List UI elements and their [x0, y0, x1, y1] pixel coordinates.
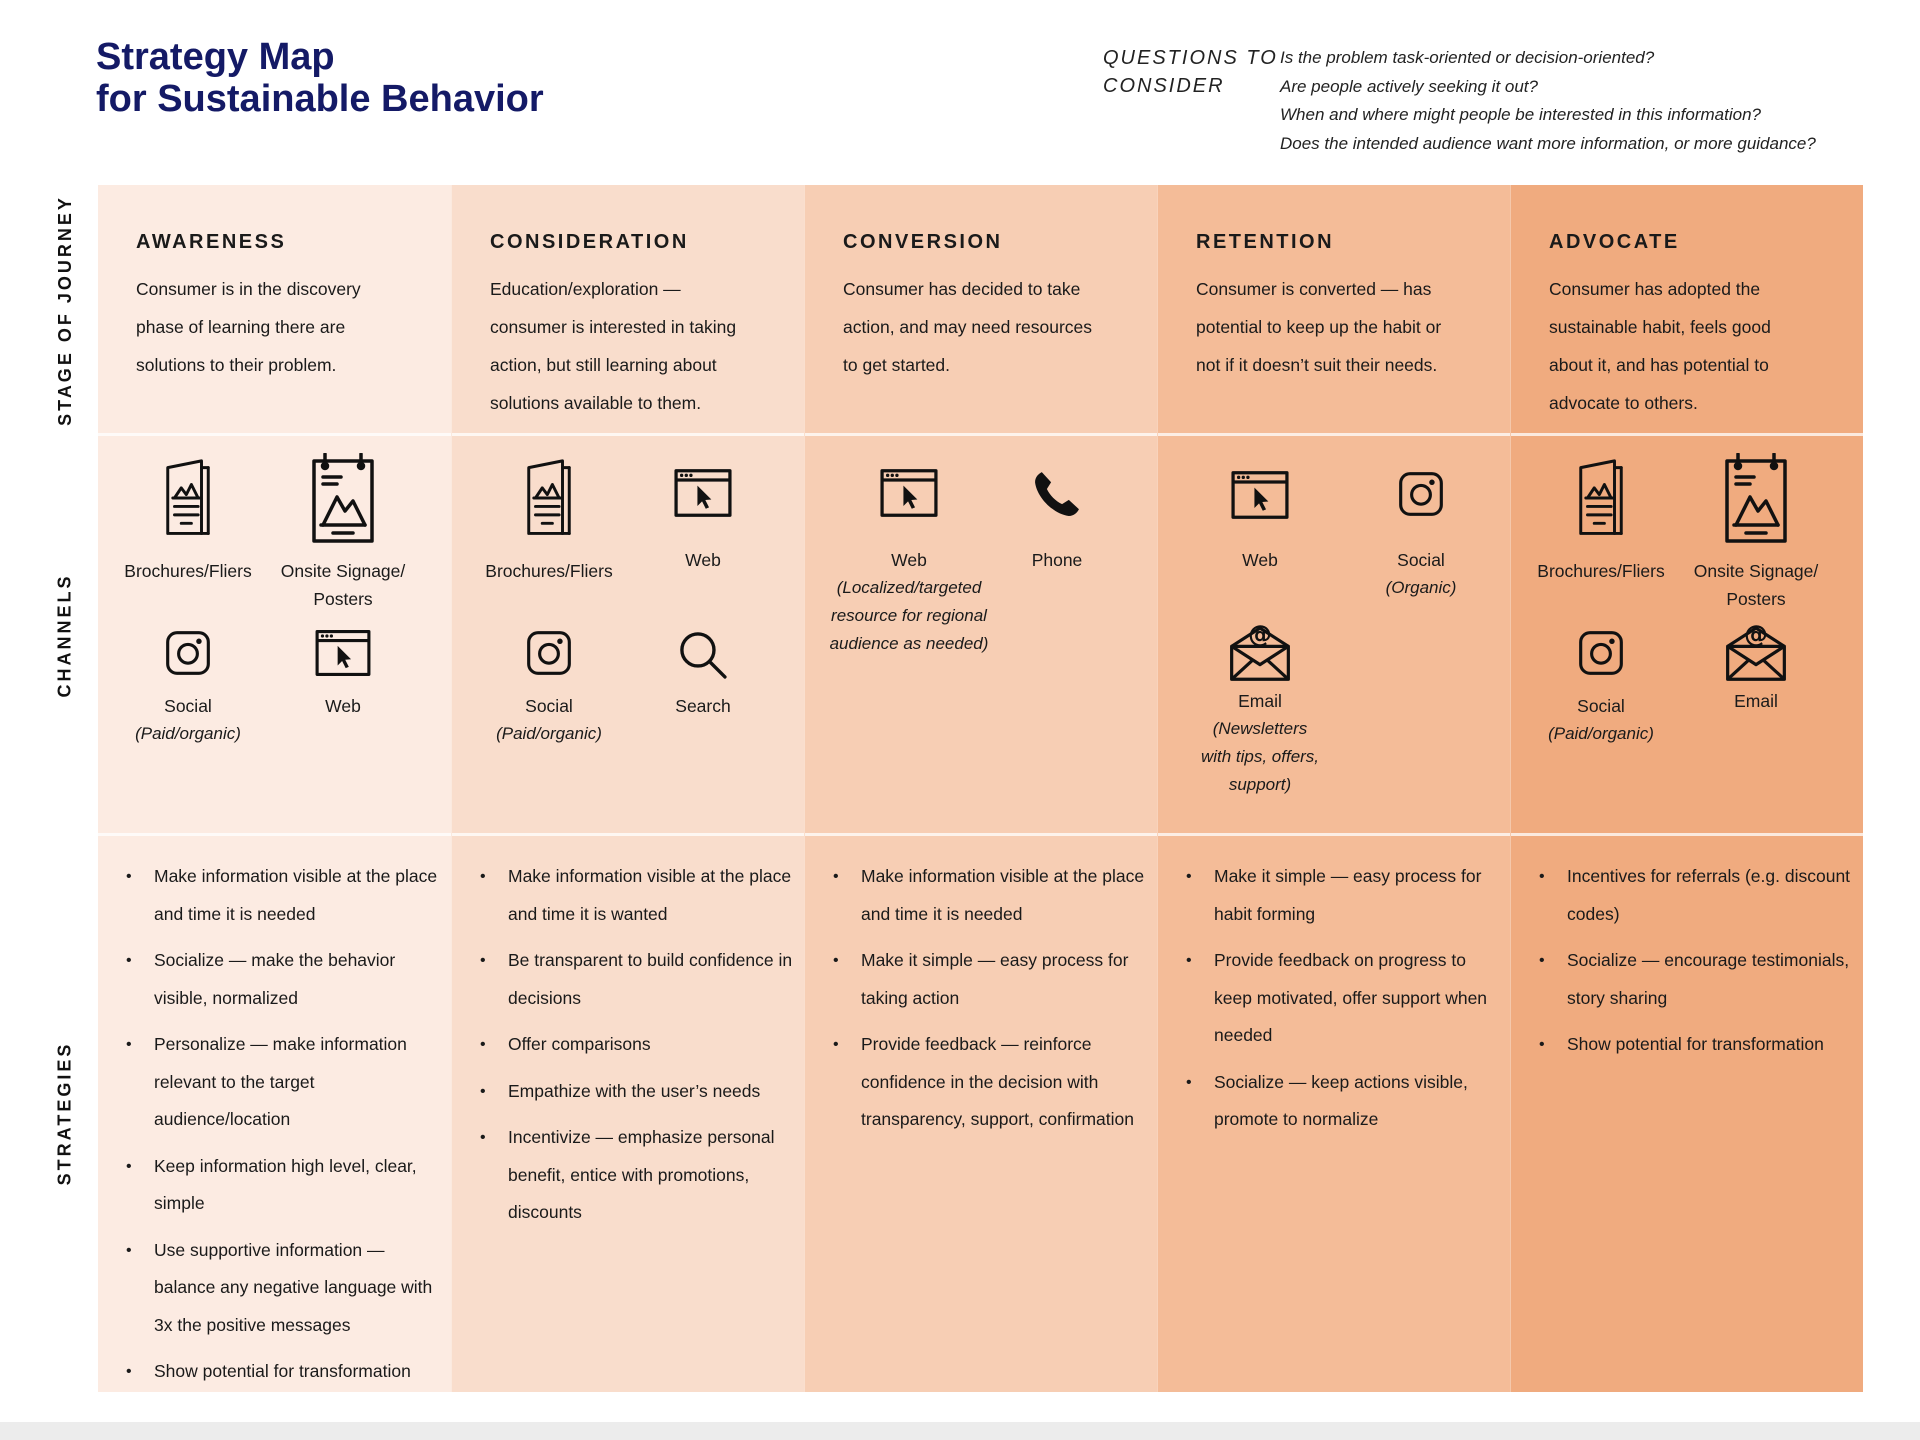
stage-awareness	[136, 231, 436, 384]
column-awareness	[98, 185, 451, 1392]
desc-line: Consumer is converted — has	[1196, 279, 1432, 299]
signage-icon	[311, 453, 375, 543]
desc-line: advocate to others.	[1549, 393, 1698, 413]
title-line-2: for Sustainable Behavior	[96, 78, 544, 120]
channel-web	[1190, 469, 1330, 574]
strategy-item: • Provide feedback on progress to keep motivated, offer support when needed	[1184, 942, 1502, 1055]
desc-line: solutions available to them.	[490, 393, 702, 413]
divider	[98, 833, 451, 836]
questions-label-line-1: QUESTIONS TO	[1103, 47, 1278, 69]
divider	[1511, 433, 1863, 436]
channel-label: Email	[1734, 691, 1778, 711]
web-icon	[1228, 469, 1292, 521]
row-label-channels-text: CHANNELS	[54, 572, 75, 698]
strategies-list	[1537, 858, 1855, 1073]
question-item: When and where might people be interested in this information?	[1280, 105, 1762, 124]
divider	[1158, 833, 1510, 836]
email-icon	[1724, 617, 1788, 683]
channel-phone	[987, 467, 1127, 574]
strategy-item: • Incentivize — emphasize personal benefit, entice with promotions, discounts	[478, 1119, 796, 1232]
column-consideration	[451, 185, 804, 1392]
strategy-item: • Show potential for transformation	[1537, 1026, 1855, 1064]
brochure-icon	[1574, 453, 1628, 543]
stage-title: AWARENESS	[136, 231, 287, 253]
channel-brochures	[479, 453, 619, 585]
channel-sublabel: (Paid/organic)	[496, 724, 602, 743]
column-advocate	[1510, 185, 1863, 1392]
desc-line: phase of learning there are	[136, 317, 346, 337]
channel-label: Web	[891, 550, 927, 570]
web-icon	[671, 467, 735, 519]
channel-web	[273, 628, 413, 720]
desc-line: sustainable habit, feels good	[1549, 317, 1771, 337]
strategy-item: • Socialize — make the behavior visible, normalized	[124, 942, 442, 1017]
desc-line: not if it doesn’t suit their needs.	[1196, 355, 1438, 375]
channel-sublabel: (Organic)	[1385, 578, 1457, 597]
channel-signage	[1686, 453, 1826, 613]
strategy-item: • Incentives for referrals (e.g. discount codes)	[1537, 858, 1855, 933]
divider	[98, 433, 451, 436]
channel-signage	[273, 453, 413, 613]
web-icon	[311, 628, 375, 678]
strategy-item: • Personalize — make information relevant to the target audience/location	[124, 1026, 442, 1139]
instagram-icon	[524, 628, 574, 678]
strategy-item: • Keep information high level, clear, simple	[124, 1148, 442, 1223]
stage-description	[843, 270, 1143, 384]
channel-label: Brochures/Fliers	[1537, 561, 1665, 581]
channel-social	[479, 628, 619, 748]
instagram-icon	[163, 628, 213, 678]
divider	[805, 833, 1157, 836]
desc-line: to get started.	[843, 355, 951, 375]
channel-sublabel: (Paid/organic)	[1548, 724, 1654, 743]
channel-label: Phone	[1031, 550, 1083, 570]
stage-title: CONSIDERATION	[490, 231, 689, 253]
page-title	[96, 36, 544, 120]
channel-sublabel: (Localized/targeted resource for regional audience as needed)	[829, 578, 989, 653]
channel-label: Search	[675, 696, 731, 716]
channel-email	[1686, 617, 1826, 715]
stage-description	[490, 270, 790, 422]
stage-advocate	[1549, 231, 1849, 422]
channel-sublabel: (Newsletters with tips, offers, support)	[1200, 719, 1320, 794]
phone-icon	[1030, 467, 1084, 521]
strategies-list	[124, 858, 442, 1400]
strategy-item: • Empathize with the user’s needs	[478, 1073, 796, 1111]
channel-label: Onsite Signage/ Posters	[1693, 561, 1819, 609]
strategy-item: • Use supportive information — balance any negative language with 3x the positive messages	[124, 1232, 442, 1345]
stage-title: CONVERSION	[843, 231, 1003, 253]
column-retention	[1157, 185, 1510, 1392]
divider	[452, 433, 804, 436]
question-item: Does the intended audience want more information, or more guidance?	[1280, 133, 1816, 153]
strategy-item: • Socialize — keep actions visible, promote to normalize	[1184, 1064, 1502, 1139]
stage-title: RETENTION	[1196, 231, 1335, 253]
row-label-stage	[48, 185, 82, 435]
strategies-list	[478, 858, 796, 1241]
column-conversion	[804, 185, 1157, 1392]
strategy-grid	[98, 185, 1863, 1392]
question-item: Are people actively seeking it out?	[1280, 76, 1538, 96]
desc-line: solutions to their problem.	[136, 355, 337, 375]
desc-line: Education/exploration —	[490, 279, 681, 299]
channel-label: Email	[1238, 691, 1282, 711]
channel-social	[1351, 469, 1491, 602]
strategy-item: • Make it simple — easy process for taking action	[831, 942, 1149, 1017]
strategy-item: • Be transparent to build confidence in decisions	[478, 942, 796, 1017]
signage-icon	[1724, 453, 1788, 543]
stage-description	[1549, 270, 1849, 422]
web-icon	[877, 467, 941, 519]
strategy-item: • Offer comparisons	[478, 1026, 796, 1064]
desc-line: about it, and has potential to	[1549, 355, 1769, 375]
row-label-channels	[48, 435, 82, 835]
strategies-list	[1184, 858, 1502, 1148]
desc-line: potential to keep up the habit or	[1196, 317, 1442, 337]
bottom-bar	[0, 1422, 1920, 1440]
channel-label: Web	[1242, 550, 1278, 570]
email-icon	[1228, 617, 1292, 683]
desc-line: action, and may need resources	[843, 317, 1093, 337]
search-icon	[676, 628, 730, 682]
row-label-strategies-text: STRATEGIES	[54, 1041, 75, 1186]
strategy-item: • Show potential for transformation	[124, 1353, 442, 1391]
divider	[805, 433, 1157, 436]
brochure-icon	[522, 453, 576, 543]
instagram-icon	[1396, 469, 1446, 519]
channel-label: Brochures/Fliers	[124, 561, 252, 581]
strategy-item: • Make it simple — easy process for habit forming	[1184, 858, 1502, 933]
channel-label: Brochures/Fliers	[485, 561, 613, 581]
channel-sublabel: (Paid/organic)	[135, 724, 241, 743]
instagram-icon	[1576, 628, 1626, 678]
channel-label: Social	[1397, 550, 1445, 570]
stage-consideration	[490, 231, 790, 422]
strategy-item: • Make information visible at the place and time it is wanted	[478, 858, 796, 933]
channel-label: Social	[1577, 696, 1625, 716]
stage-conversion	[843, 231, 1143, 384]
channel-web	[825, 467, 993, 658]
channel-social	[1531, 628, 1671, 748]
questions-list	[1280, 44, 1880, 158]
channel-email	[1190, 617, 1330, 799]
stage-retention	[1196, 231, 1496, 384]
desc-line: consumer is interested in taking	[490, 317, 737, 337]
stage-title: ADVOCATE	[1549, 231, 1680, 253]
channel-label: Onsite Signage/ Posters	[280, 561, 406, 609]
desc-line: Consumer has adopted the	[1549, 279, 1761, 299]
title-line-1: Strategy Map	[96, 36, 335, 78]
channel-label: Social	[525, 696, 573, 716]
stage-description	[136, 270, 436, 384]
channel-label: Social	[164, 696, 212, 716]
desc-line: action, but still learning about	[490, 355, 717, 375]
channel-brochures	[1531, 453, 1671, 585]
questions-label-line-2: CONSIDER	[1103, 75, 1225, 97]
questions-label	[1103, 44, 1283, 100]
channel-web	[633, 467, 773, 574]
divider	[1511, 833, 1863, 836]
strategy-item: • Provide feedback — reinforce confidence in the decision with transparency, support, confirmation	[831, 1026, 1149, 1139]
strategy-item: • Make information visible at the place and time it is needed	[124, 858, 442, 933]
question-item: Is the problem task-oriented or decision-oriented?	[1280, 48, 1655, 67]
desc-line: Consumer has decided to take	[843, 279, 1081, 299]
divider	[452, 833, 804, 836]
strategies-list	[831, 858, 1149, 1148]
strategy-item: • Make information visible at the place and time it is needed	[831, 858, 1149, 933]
desc-line: Consumer is in the discovery	[136, 279, 361, 299]
channel-label: Web	[685, 550, 721, 570]
row-label-strategies	[48, 835, 82, 1392]
divider	[1158, 433, 1510, 436]
channel-search	[633, 628, 773, 720]
channel-label: Web	[325, 696, 361, 716]
row-label-stage-text: STAGE OF JOURNEY	[54, 194, 75, 426]
channel-brochures	[118, 453, 258, 585]
stage-description	[1196, 270, 1496, 384]
brochure-icon	[161, 453, 215, 543]
channel-social	[118, 628, 258, 748]
strategy-item: • Socialize — encourage testimonials, story sharing	[1537, 942, 1855, 1017]
